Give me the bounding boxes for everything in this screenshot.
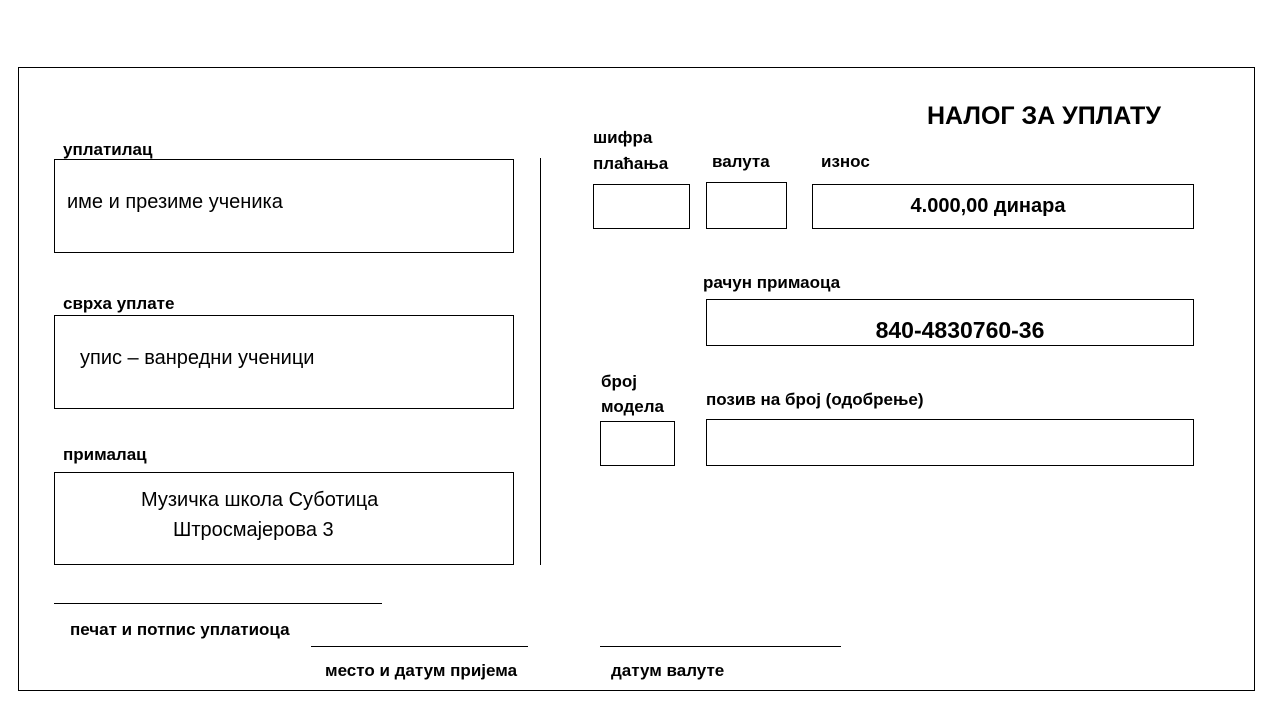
signature-label: печат и потпис уплатиоца: [70, 620, 290, 639]
purpose-value: упис – ванредни ученици: [80, 347, 315, 369]
recipient-line2: Штросмајерова 3: [173, 519, 334, 541]
place-date-label: место и датум пријема: [325, 661, 518, 680]
model-number-label-line2: модела: [601, 397, 665, 416]
payment-code-field[interactable]: [593, 184, 690, 229]
model-number-field[interactable]: [600, 421, 675, 466]
column-divider: [540, 158, 541, 565]
purpose-label: сврха уплате: [63, 294, 175, 313]
place-date-line[interactable]: [311, 646, 528, 647]
purpose-field[interactable]: [54, 315, 514, 409]
recipient-field[interactable]: [54, 472, 514, 565]
recipient-account-value: 840-4830760-36: [875, 317, 1045, 343]
model-number-label-line1: број: [601, 372, 637, 391]
currency-label: валута: [712, 152, 770, 171]
value-date-line[interactable]: [600, 646, 841, 647]
recipient-label: прималац: [63, 445, 147, 464]
value-date-label: датум валуте: [611, 661, 725, 680]
recipient-account-field[interactable]: [706, 299, 1194, 346]
payer-label: уплатилац: [63, 140, 153, 159]
amount-label: износ: [821, 152, 870, 171]
payer-field[interactable]: [54, 159, 514, 253]
currency-field[interactable]: [706, 182, 787, 229]
amount-value: 4.000,00 динара: [910, 195, 1066, 217]
recipient-account-label: рачун примаоца: [703, 273, 841, 292]
form-title: НАЛОГ ЗА УПЛАТУ: [927, 102, 1161, 130]
payer-value: име и презиме ученика: [67, 191, 283, 213]
amount-field[interactable]: [812, 184, 1194, 229]
recipient-line1: Музичка школа Суботица: [141, 489, 379, 511]
reference-number-label: позив на број (одобрење): [706, 390, 924, 409]
payment-code-label-line1: шифра: [593, 128, 653, 147]
signature-line[interactable]: [54, 603, 382, 604]
payment-code-label-line2: плаћања: [593, 154, 669, 173]
reference-number-field[interactable]: [706, 419, 1194, 466]
